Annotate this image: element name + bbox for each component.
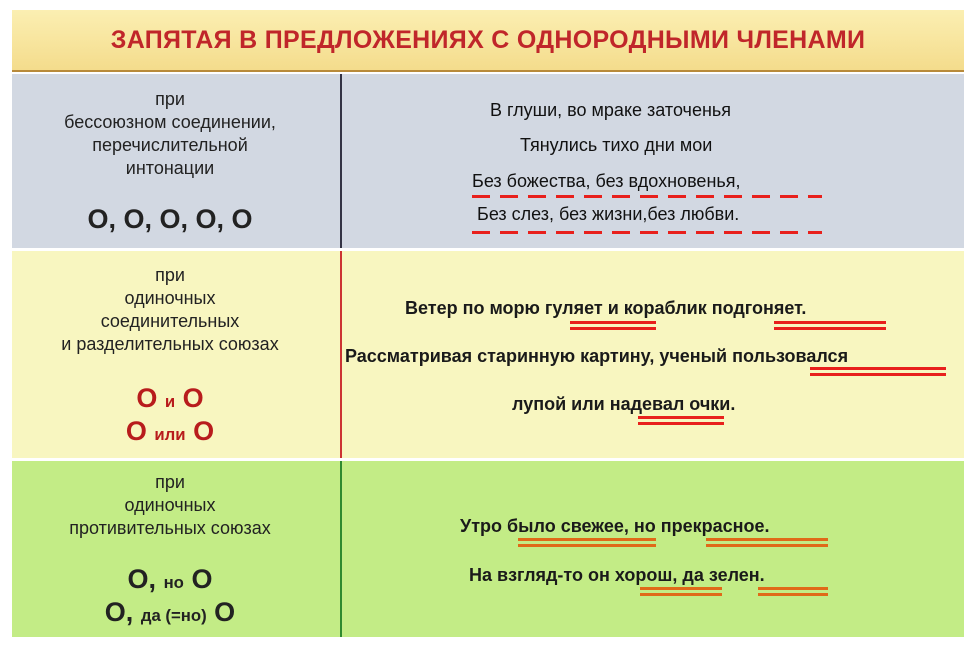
double-underline <box>810 367 946 376</box>
dashed-underline <box>472 231 822 234</box>
formula: О, но О <box>127 564 213 594</box>
formula: О или О <box>125 416 215 446</box>
rule-text: при одиночных соединительных и разделительных союзах <box>61 265 279 354</box>
double-underline <box>758 587 828 596</box>
rule-text: при бессоюзном соединении, перечислительной интонации <box>64 89 276 178</box>
page-title: ЗАПЯТАЯ В ПРЕДЛОЖЕНИЯХ С ОДНОРОДНЫМИ ЧЛЕНАМИ <box>12 10 964 72</box>
example-line: Тянулись тихо дни мои <box>520 135 713 155</box>
example-line: лупой или надевал очки. <box>512 394 736 414</box>
formula: О, да (=но) О <box>104 597 236 627</box>
example-line: Без слез, без жизни,без любви. <box>477 204 740 224</box>
double-underline <box>640 587 722 596</box>
row-single-conjunctions <box>12 251 964 458</box>
example-line: Ветер по морю гуляет и кораблик подгоняет. <box>405 298 807 318</box>
example-line: Без божества, без вдохновенья, <box>472 171 741 191</box>
formula: О и О <box>136 383 204 413</box>
row-adversative-conjunctions <box>12 461 964 637</box>
double-underline <box>638 416 724 425</box>
dashed-underline <box>472 195 822 198</box>
double-underline <box>570 321 656 330</box>
double-underline <box>706 538 828 547</box>
example-line: В глуши, во мраке заточенья <box>490 100 732 120</box>
formula: О, О, О, О, О <box>87 204 253 234</box>
rule-text: при одиночных противительных союзах <box>69 472 271 538</box>
double-underline <box>518 538 656 547</box>
row-asyndetic <box>12 74 964 248</box>
example-line: На взгляд-то он хорош, да зелен. <box>469 565 765 585</box>
example-line: Утро было свежее, но прекрасное. <box>460 516 770 536</box>
example-line: Рассматривая старинную картину, ученый пользовался <box>345 346 849 366</box>
double-underline <box>774 321 886 330</box>
